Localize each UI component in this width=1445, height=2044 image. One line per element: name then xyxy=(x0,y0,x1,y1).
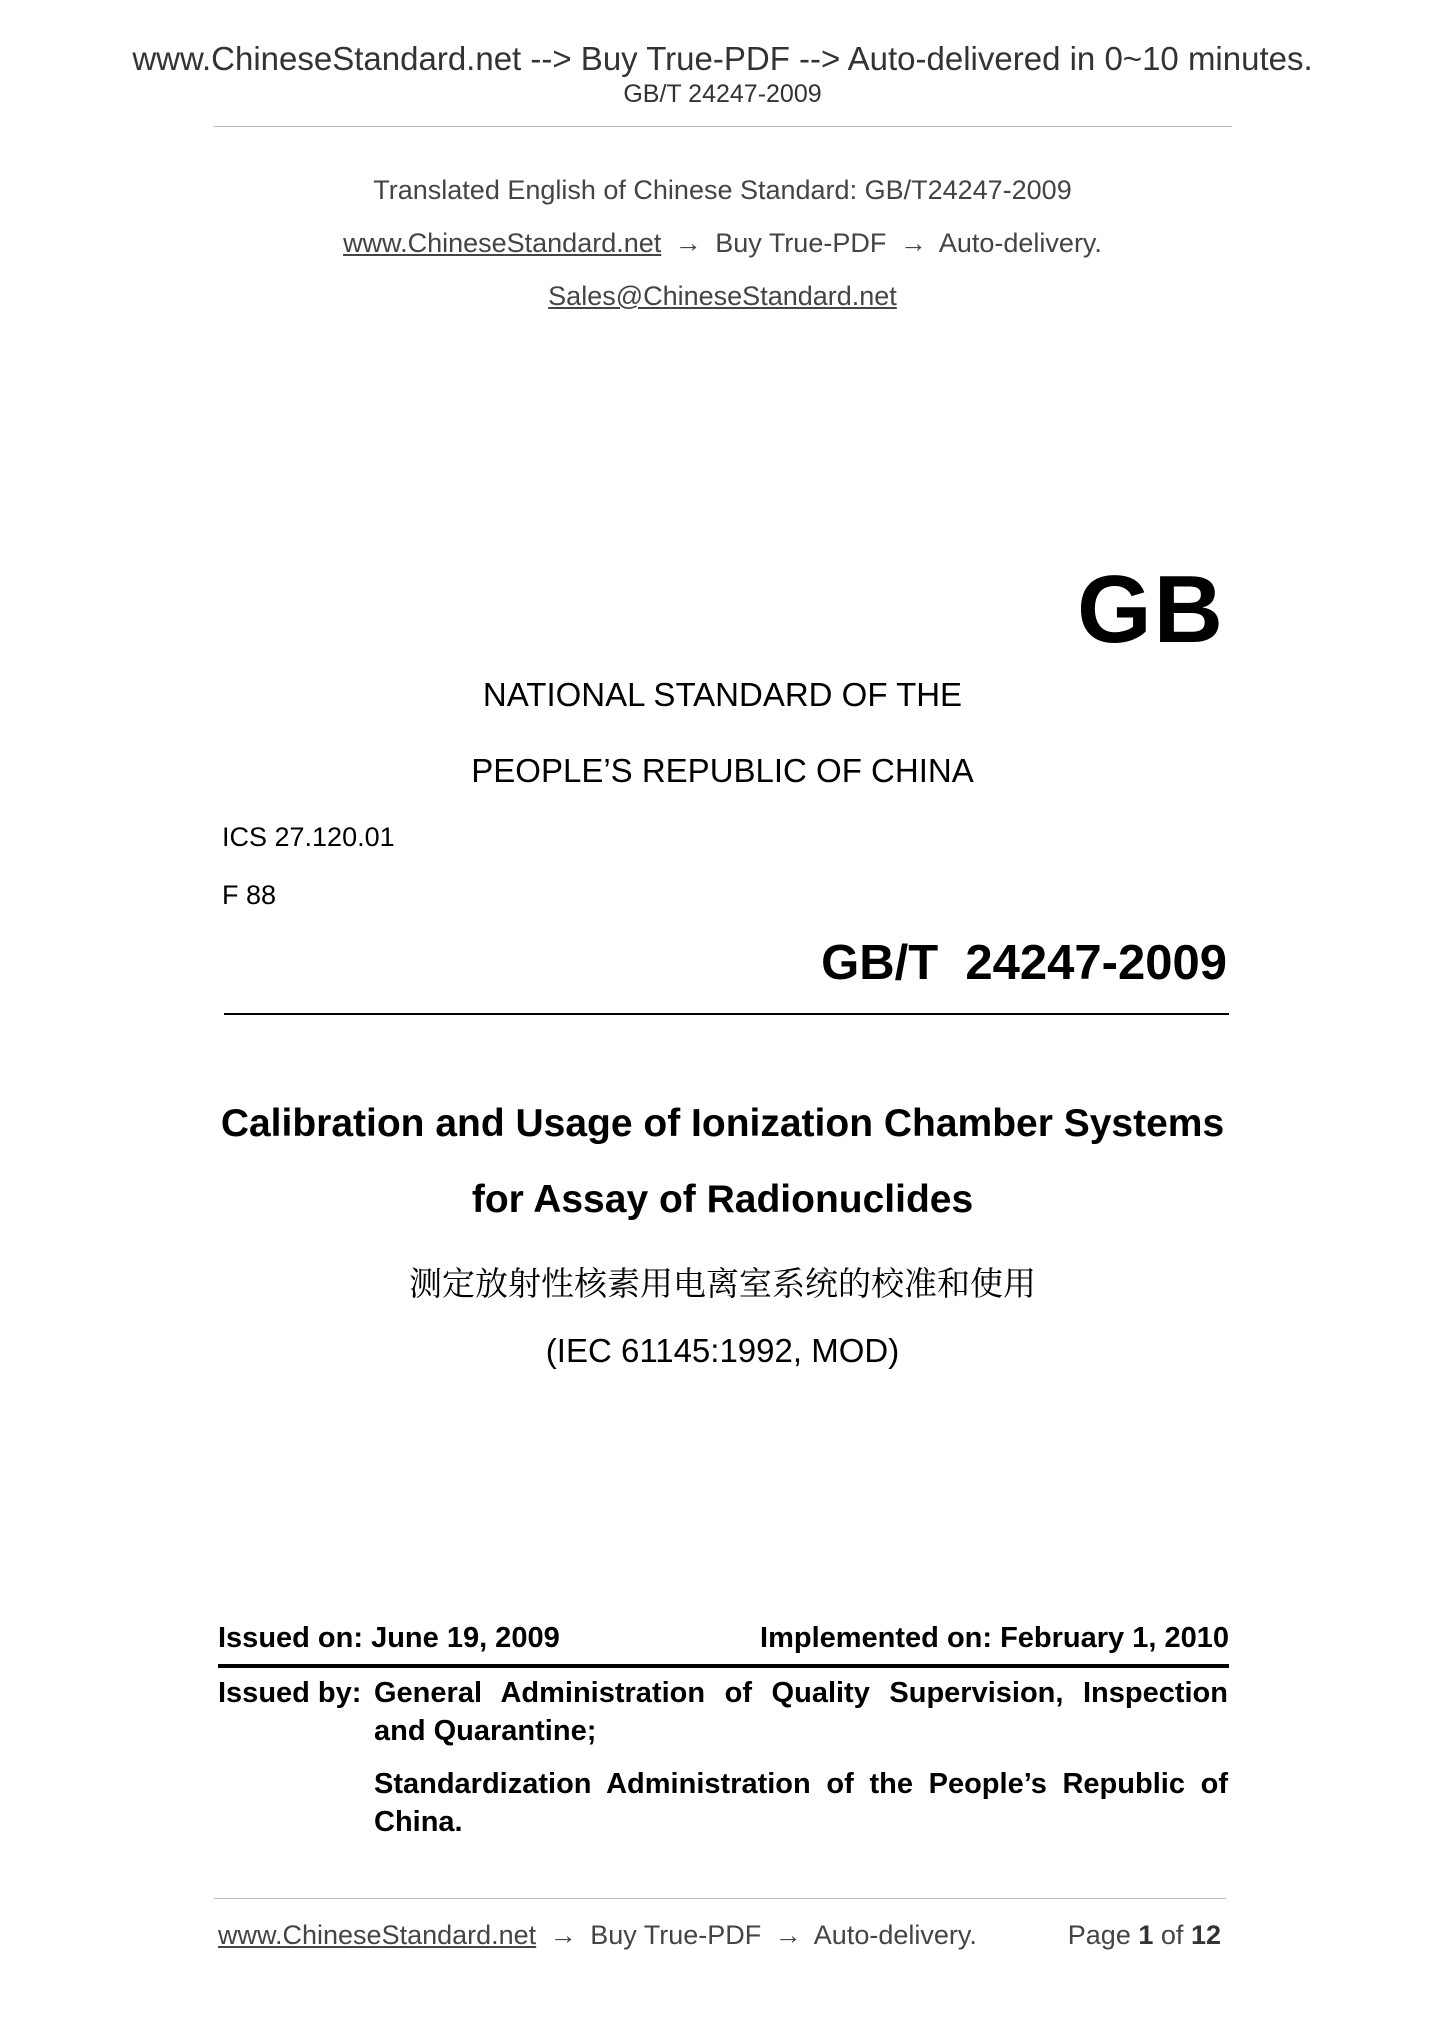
standard-number: GB/T 24247-2009 xyxy=(821,936,1227,990)
header-divider xyxy=(214,126,1232,127)
delivery-text: Auto-delivery. xyxy=(938,228,1102,258)
title-line1: Calibration and Usage of Ionization Chamber Systems xyxy=(220,1102,1225,1145)
buy-text: Buy True-PDF xyxy=(715,228,887,258)
header-standard-code: GB/T 24247-2009 xyxy=(623,80,822,108)
arrow-right-icon: → xyxy=(549,1920,577,1950)
issued-on-date: Issued on: June 19, 2009 xyxy=(218,1622,560,1654)
page-word: Page xyxy=(1067,1920,1131,1950)
page-current: 1 xyxy=(1138,1920,1154,1950)
page-total: 12 xyxy=(1190,1920,1221,1950)
translated-notice: Translated English of Chinese Standard: GB/T24247-2009 xyxy=(373,175,1072,205)
title-line2: for Assay of Radionuclides xyxy=(471,1178,974,1221)
footer-delivery-text: Auto-delivery. xyxy=(813,1920,977,1950)
number-divider xyxy=(224,1013,1229,1015)
footer-buy-text: Buy True-PDF xyxy=(590,1920,762,1950)
footer-divider xyxy=(214,1898,1226,1899)
purchase-line xyxy=(0,228,1445,259)
sales-line xyxy=(0,281,1445,312)
issuer-2: Standardization Administration of the People’s Republic of China. xyxy=(374,1768,1228,1838)
of-word: of xyxy=(1160,1920,1184,1950)
gb-mark: GB xyxy=(1077,556,1225,663)
issued-by-block xyxy=(218,1674,1228,1841)
footer-site-link[interactable]: www.ChineseStandard.net xyxy=(218,1920,537,1950)
national-standard-line2: PEOPLE’S REPUBLIC OF CHINA xyxy=(471,752,974,789)
implemented-on-date: Implemented on: February 1, 2010 xyxy=(760,1622,1229,1654)
site-link[interactable]: www.ChineseStandard.net xyxy=(343,228,662,258)
footer-purchase-line xyxy=(218,1920,977,1951)
dates-divider xyxy=(218,1664,1229,1668)
arrow-right-icon: → xyxy=(674,228,702,258)
ccs-code: F 88 xyxy=(222,880,277,910)
page-indicator xyxy=(1068,1920,1221,1951)
sales-email-link[interactable]: Sales@ChineseStandard.net xyxy=(548,281,897,311)
arrow-right-icon: → xyxy=(899,228,927,258)
issuer-1: General Administration of Quality Supervision, Inspection and Quarantine; xyxy=(374,1677,1228,1747)
top-banner: www.ChineseStandard.net --> Buy True-PDF --> Auto-delivered in 0~10 minutes. xyxy=(132,40,1313,77)
adoption-note: (IEC 61145:1992, MOD) xyxy=(545,1332,900,1369)
arrow-right-icon: → xyxy=(774,1920,802,1950)
ics-code: ICS 27.120.01 xyxy=(222,822,395,852)
issued-by-label: Issued by: xyxy=(218,1677,362,1709)
chinese-title: 测定放射性核素用电离室系统的校准和使用 xyxy=(409,1264,1036,1303)
national-standard-line1: NATIONAL STANDARD OF THE xyxy=(482,676,963,713)
